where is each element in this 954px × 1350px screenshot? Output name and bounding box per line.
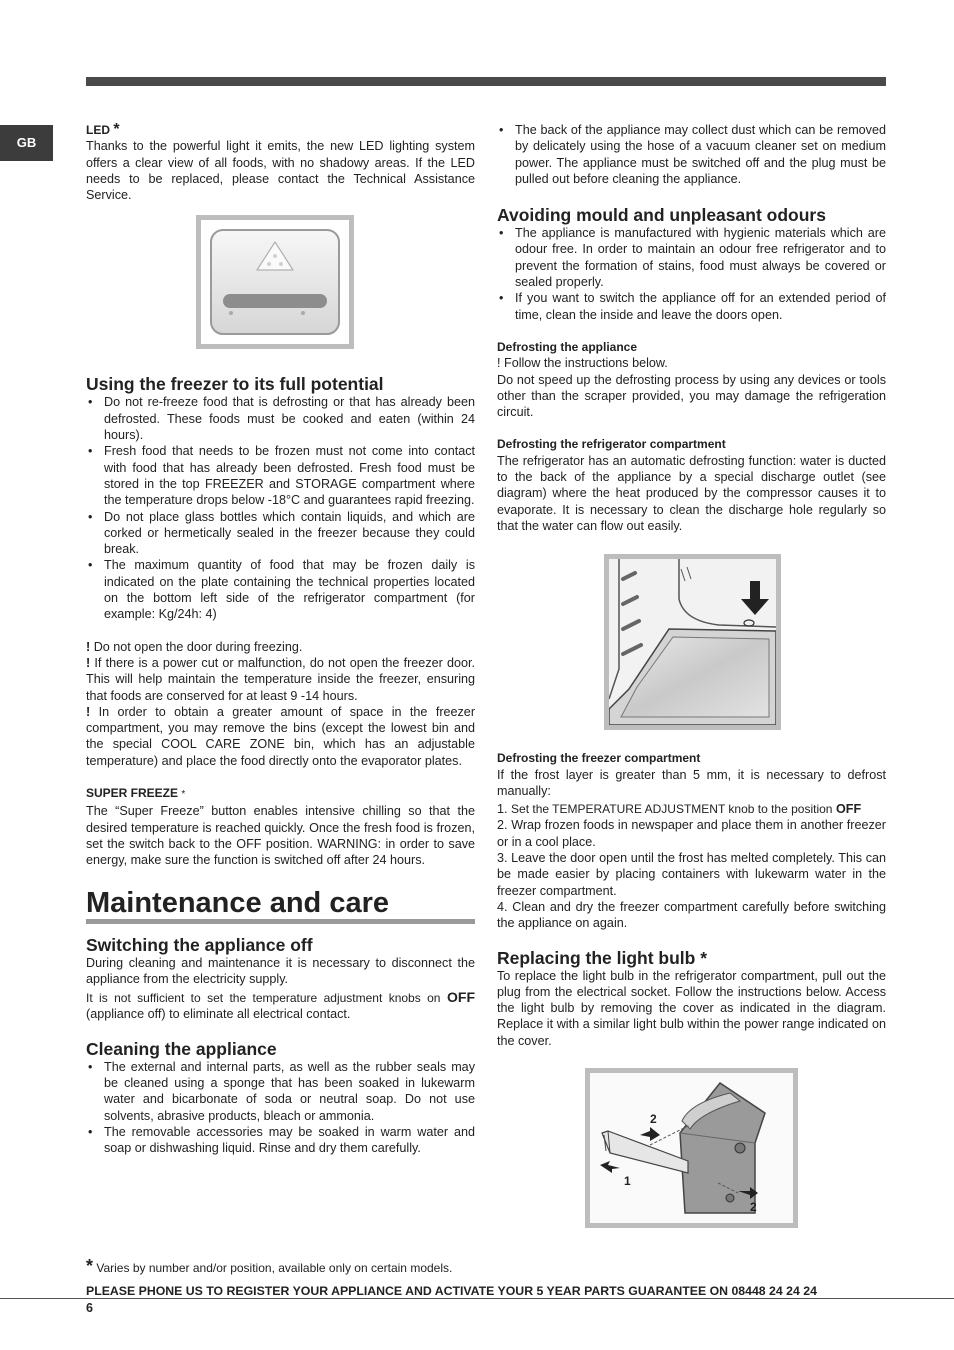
step-label-2b: 2 [750, 1199, 757, 1214]
step-number: 1. [497, 802, 508, 817]
exclamation-mark: ! [86, 639, 91, 654]
defrost-line1: ! Follow the instructions below. [497, 356, 668, 371]
page-number: 6 [86, 1301, 93, 1315]
note-text: In order to obtain a greater amount of space in the freezer compartment, you may remove the bins (except the lowest bin and the special COOL CARE ZONE bin, which has an adjustable temperature) and place the food directly onto the evaporator plates. [86, 704, 476, 768]
switching-note [86, 989, 475, 1023]
fridge-defrost-text: The refrigerator has an automatic defrosting function: water is ducted to the back of the appliance by a special discharge outlet (see diagram) where the heat produced by the compressor causes it to evaporate. It is necessary to clean the discharge hole regularly so that the water can flow out easily. [497, 453, 886, 533]
bulb-figure [585, 1068, 798, 1228]
led-figure [196, 215, 354, 349]
list-item: • Fresh food that needs to be frozen must not come into contact with food that has already been defrosted. Fresh food must be stored in the top FREEZER and STORAGE compartment where the temperature drops below -18°C and guarantees rapid freezing. [86, 443, 475, 508]
freezer-defrost-intro: If the frost layer is greater than 5 mm, it is necessary to defrost manually: [497, 767, 886, 798]
led-text: Thanks to the powerful light it emits, the new LED lighting system offers a clear view of all foods, with no shadowy areas. If the LED needs to be replaced, please contact the Technical Assistance Service. [86, 139, 475, 203]
list-item: • The maximum quantity of food that may be frozen daily is indicated on the plate containing the technical properties located on the bottom left side of the refrigerator compartment (for example: Kg/24h: 4) [86, 557, 475, 622]
defrost-line2: Do not speed up the defrosting process by using any devices or tools other than the scraper provided, you may damage the refrigeration circuit. [497, 372, 886, 420]
bulb-text: To replace the light bulb in the refrigerator compartment, pull out the plug from the electrical socket. Follow the instructions below. Access the light bulb by removing the cover as indicated in the diagram. Replace it with a similar light bulb within the power range indicated on the cover. [497, 968, 886, 1048]
list-item: • The external and internal parts, as well as the rubber seals may be cleaned using a sponge that has been soaked in lukewarm water and bicarbonate of soda or neutral soap. Do not use solvents, abrasive products, bleach or ammonia. [86, 1059, 475, 1124]
fridge-defrost-heading: Defrosting the refrigerator compartment [497, 437, 726, 452]
registration-notice: PLEASE PHONE US TO REGISTER YOUR APPLIANCE AND ACTIVATE YOUR 5 YEAR PARTS GUARANTEE ON 08448 24 24 24 [86, 1284, 817, 1298]
note [86, 639, 475, 655]
exclamation-mark: ! [86, 704, 91, 719]
superfreeze-heading [86, 785, 475, 803]
led-panel-illustration [201, 220, 349, 344]
step-text: Set the TEMPERATURE ADJUSTMENT knob to the position [511, 802, 833, 817]
left-column [86, 122, 475, 1156]
discharge-outlet-illustration [609, 559, 776, 725]
footnote-text: Varies by number and/or position, available only on certain models. [96, 1261, 453, 1275]
bottom-rule [0, 1298, 954, 1299]
dust-list [497, 122, 886, 187]
freezer-heading: Using the freezer to its full potential [86, 374, 384, 395]
top-rule [86, 77, 886, 86]
switching-text: During cleaning and maintenance it is necessary to disconnect the appliance from the electricity supply. [86, 955, 475, 986]
freezer-defrost-step2: 2. Wrap frozen foods in newspaper and place them in another freezer or in a cool place. [497, 818, 886, 849]
superfreeze-heading-text: SUPER FREEZE [86, 786, 179, 801]
list-item: • Do not place glass bottles which contain liquids, and which are corked or hermetically sealed in the freezer because they could break. [86, 509, 475, 558]
led-heading-text: LED [86, 123, 110, 137]
defrost-heading: Defrosting the appliance [497, 339, 638, 354]
step-label-2a: 2 [650, 1111, 657, 1126]
light-cover-illustration [590, 1073, 793, 1223]
list-item: • The removable accessories may be soaked in warm water and soap or dishwashing liquid. Rinse and dry them carefully. [86, 1124, 475, 1157]
note-text: If there is a power cut or malfunction, do not open the freezer door. This will help maintain the temperature inside the freezer, ensuring that foods are conserved for at least 9 -14 hours. [86, 655, 476, 703]
switching-heading: Switching the appliance off [86, 934, 313, 955]
off-label: OFF [835, 802, 862, 817]
cleaning-heading: Cleaning the appliance [86, 1038, 277, 1059]
switching-note-text: It is not sufficient to set the temperature adjustment knobs on [86, 991, 441, 1006]
list-item: • The back of the appliance may collect dust which can be removed by delicately using the hose of a vacuum cleaner set on medium power. The appliance must be switched off and the plug must be pulled out before cleaning the appliance. [497, 122, 886, 187]
freezer-defrost-step4: 4. Clean and dry the freezer compartment carefully before switching the appliance on again. [497, 899, 886, 931]
freezer-defrost-step1 [497, 801, 886, 817]
freezer-notes [86, 639, 475, 769]
fridge-defrost-figure [604, 554, 781, 730]
off-label: OFF [447, 989, 476, 1006]
footnote-star: * [86, 1256, 94, 1276]
freezer-list [86, 394, 475, 622]
superfreeze-star: * [181, 789, 186, 801]
maintenance-heading: Maintenance and care [86, 887, 475, 924]
led-star: * [113, 121, 120, 138]
list-item: • If you want to switch the appliance off for an extended period of time, clean the inside and leave the doors open. [497, 290, 886, 323]
language-tab: GB [0, 125, 53, 161]
footnote [86, 1258, 452, 1276]
led-heading [86, 122, 475, 138]
list-item: • Do not re-freeze food that is defrosting or that has already been defrosted. These foods must be cooked and eaten (within 24 hours). [86, 394, 475, 443]
list-item: • The appliance is manufactured with hygienic materials which are odour free. In order to maintain an odour free refrigerator and to prevent the formation of stains, food must always be covered or sealed properly. [497, 225, 886, 290]
note-text: Do not open the door during freezing. [93, 639, 303, 654]
superfreeze-text: The “Super Freeze” button enables intensive chilling so that the desired temperature is reached quickly. Once the fresh food is frozen, set the switch back to the OFF position. WARNING: in order to save energy, make sure the function is switched off after 24 hours. [86, 804, 475, 868]
note [86, 704, 475, 769]
step-label-1: 1 [624, 1173, 631, 1188]
right-column [497, 122, 886, 1228]
freezer-defrost-heading: Defrosting the freezer compartment [497, 751, 701, 766]
switching-note-text-end: (appliance off) to eliminate all electrical contact. [86, 1007, 351, 1022]
cleaning-list [86, 1059, 475, 1157]
mould-heading: Avoiding mould and unpleasant odours [497, 205, 826, 226]
bulb-heading: Replacing the light bulb * [497, 947, 707, 968]
freezer-defrost-step3: 3. Leave the door open until the frost has melted completely. This can be made easier by placing containers with lukewarm water in the freezer compartment. [497, 851, 886, 898]
mould-list [497, 225, 886, 323]
note [86, 655, 475, 704]
exclamation-mark: ! [86, 655, 91, 670]
